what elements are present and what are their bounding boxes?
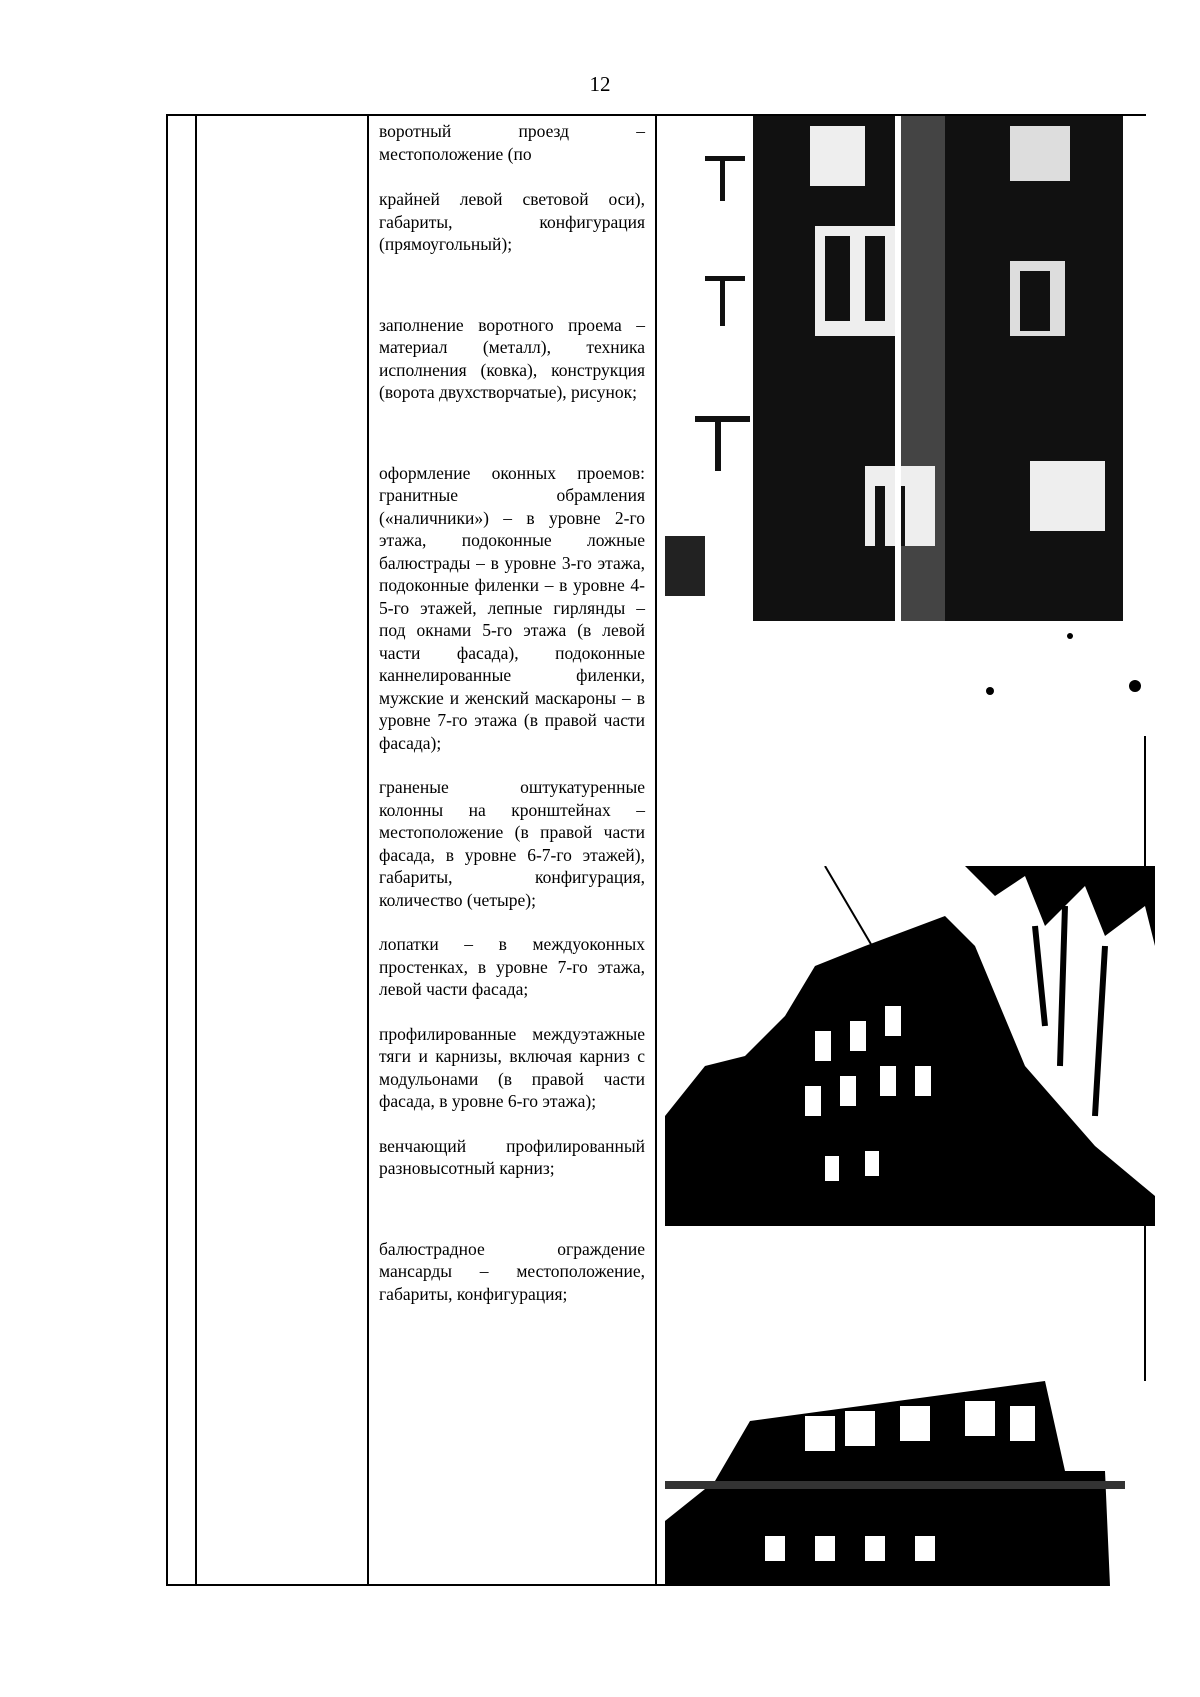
subject-of-protection-cell bbox=[368, 115, 656, 1585]
page-number: 12 bbox=[589, 72, 611, 96]
photo-cell bbox=[656, 115, 1145, 1585]
paragraph-crowning-cornice: венчающий профилированный разновысотный карниз; bbox=[379, 1135, 645, 1178]
building-photo-mansard bbox=[665, 1381, 1155, 1586]
object-name-cell bbox=[196, 115, 368, 1585]
index-cell bbox=[167, 115, 196, 1585]
paragraph-gate-passage: воротный проезд – местоположение (по bbox=[379, 121, 645, 164]
paragraph-cornices: профилированные междуэтажные тяги и карнизы, включая карниз с модульонами (в правой части фасада, в уровне 6-го этажа); bbox=[379, 1023, 645, 1111]
table-row bbox=[167, 115, 1145, 1585]
building-photo-facade-lower bbox=[665, 116, 1155, 736]
paragraph-pilasters: лопатки – в междуоконных простенках, в уровне 7-го этажа, левой части фасада; bbox=[379, 934, 645, 999]
paragraph-gate-filling: заполнение воротного проема – материал (металл), техника исполнения (ковка), конструкция (ворота двухстворчатые), рисунок; bbox=[379, 314, 645, 402]
paragraph-columns: граненые оштукатуренные колонны на кронштейнах – местоположение (в правой части фасада, в уровне 6-7-го этажей), габариты, конфигурация, количество (четыре); bbox=[379, 777, 645, 910]
paragraph-window-design: оформление оконных проемов: гранитные обрамления («наличники») – в уровне 2-го этажа, подоконные ложные балюстрады – в уровне 3-го этажа, подоконные филенки – в уровне 4-5-го этажей, лепные гирлянды – под окнами 5-го этажа (в левой части фасада), подоконные каннелированные филенки, мужские и женский маскароны – в уровне 7-го этажа (в правой части фасада); bbox=[379, 462, 645, 753]
paragraph-balustrade: балюстрадное ограждение мансарды – местоположение, габариты, конфигурация; bbox=[379, 1238, 645, 1304]
object-description-table bbox=[166, 114, 1146, 1586]
building-photo-facade-corner bbox=[665, 866, 1155, 1226]
paragraph-gate-passage-cont: крайней левой световой оси), габариты, конфигурация (прямоугольный); bbox=[379, 189, 645, 254]
